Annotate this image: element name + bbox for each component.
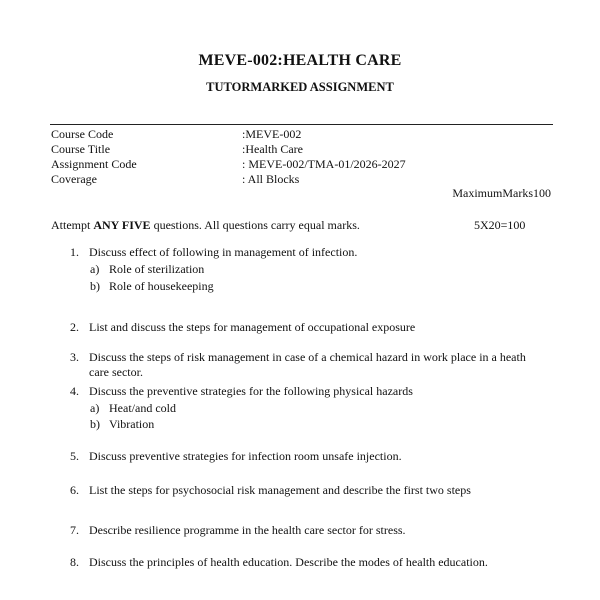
question-text: Discuss the principles of health education. Describe the modes of health education.	[89, 555, 488, 569]
question-number: 5.	[70, 449, 79, 463]
header-divider	[50, 124, 553, 125]
course-title-label: Course Title	[51, 142, 111, 156]
sub-text: Role of sterilization	[109, 262, 205, 276]
instructions-emphasis: ANY FIVE	[93, 218, 151, 232]
question-text: Describe resilience programme in the health care sector for stress.	[89, 523, 406, 537]
question-3	[70, 350, 540, 380]
course-code-value: :MEVE-002	[242, 127, 302, 141]
sub-text: Role of housekeeping	[109, 279, 214, 293]
question-number: 1.	[70, 245, 79, 259]
question-2	[70, 320, 540, 335]
coverage-value: : All Blocks	[242, 172, 300, 186]
sub-letter: a)	[90, 262, 100, 276]
question-text: Discuss effect of following in management of infection.	[89, 245, 358, 259]
maximum-marks: MaximumMarks100	[452, 186, 551, 200]
sub-text: Heat/and cold	[109, 401, 176, 415]
instructions-prefix: Attempt	[51, 218, 94, 232]
question-number: 4.	[70, 384, 79, 398]
assignment-code-value: : MEVE-002/TMA-01/2026-2027	[242, 157, 406, 171]
question-text: List and discuss the steps for management of occupational exposure	[89, 320, 416, 334]
document-subtitle: TUTORMARKED ASSIGNMENT	[206, 80, 394, 94]
assignment-code-label: Assignment Code	[51, 157, 137, 171]
sub-question-1b	[90, 279, 214, 294]
sub-question-1a	[90, 262, 204, 277]
question-text: Discuss the preventive strategies for the following physical hazards	[89, 384, 413, 398]
document-title: MEVE-002:HEALTH CARE	[198, 52, 402, 69]
instructions	[51, 218, 360, 233]
question-number: 6.	[70, 483, 79, 497]
sub-letter: b)	[90, 279, 100, 293]
coverage-label: Coverage	[51, 172, 97, 186]
question-6	[70, 483, 540, 498]
question-7	[70, 523, 540, 538]
question-text: List the steps for psychosocial risk management and describe the first two steps	[89, 483, 471, 497]
course-code-label: Course Code	[51, 127, 114, 141]
sub-question-4b	[90, 417, 154, 432]
question-5	[70, 449, 540, 464]
score-formula: 5X20=100	[474, 218, 526, 232]
sub-letter: a)	[90, 401, 100, 415]
sub-text: Vibration	[109, 417, 155, 431]
sub-letter: b)	[90, 417, 100, 431]
question-number: 3.	[70, 350, 79, 364]
question-text: Discuss the steps of risk management in case of a chemical hazard in work place in a heath care sector.	[89, 350, 526, 379]
question-1	[70, 245, 540, 260]
question-number: 7.	[70, 523, 79, 537]
instructions-suffix: questions. All questions carry equal marks.	[150, 218, 360, 232]
question-number: 2.	[70, 320, 79, 334]
question-4	[70, 384, 540, 399]
question-text: Discuss preventive strategies for infection room unsafe injection.	[89, 449, 402, 463]
question-8	[70, 555, 540, 570]
sub-question-4a	[90, 401, 176, 416]
question-number: 8.	[70, 555, 79, 569]
course-title-value: :Health Care	[242, 142, 303, 156]
